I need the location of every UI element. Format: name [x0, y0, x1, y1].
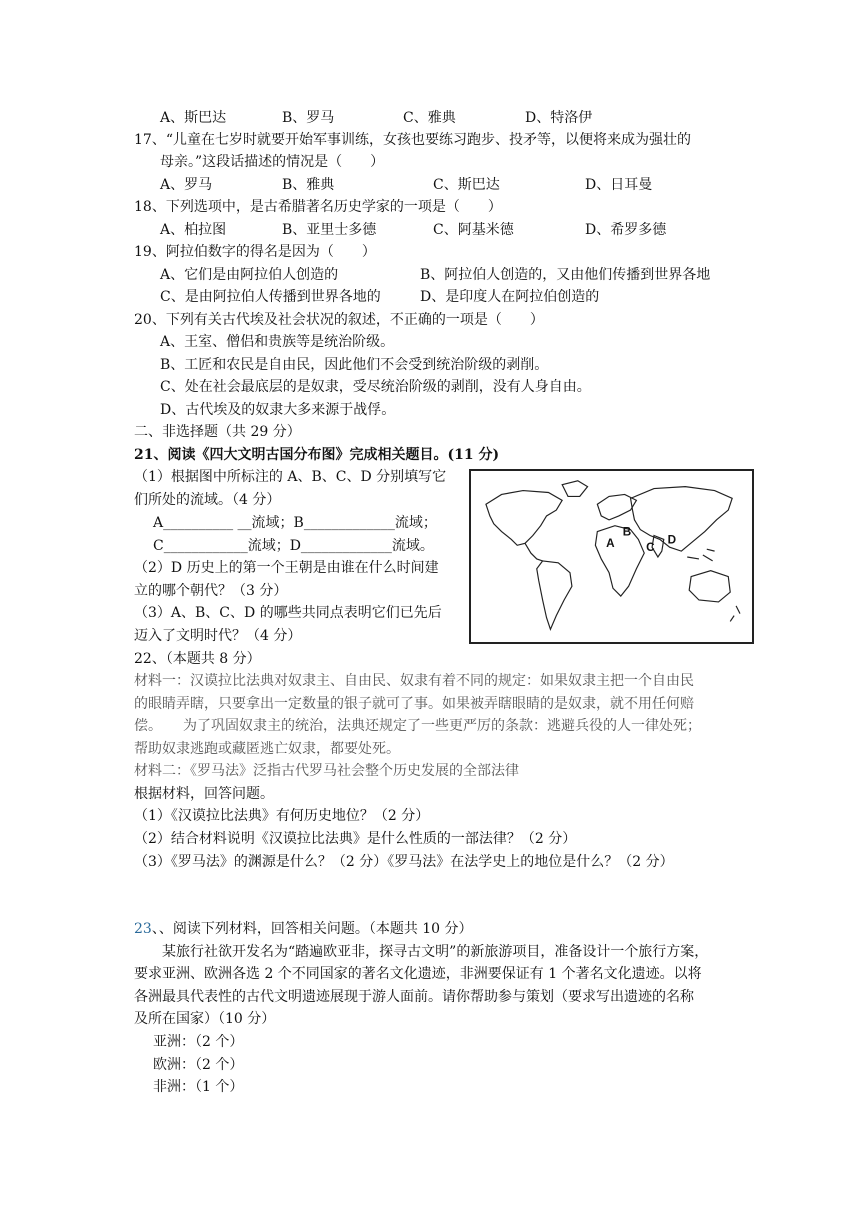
q21-part2-line2: 立的哪个朝代？（3 分）: [134, 583, 288, 599]
q16-option-d[interactable]: D、特洛伊: [525, 110, 593, 126]
q23-title-text: 、、阅读下列材料，回答相关问题。（本题共 10 分）: [151, 921, 473, 937]
q22-material1-line4: 帮助奴隶逃跑或藏匿逃亡奴隶，都要处死。: [134, 741, 400, 757]
map-label-b: B: [622, 525, 632, 539]
q23-para-line3: 各洲最具代表性的古代文明遗迹展现于游人面前。请你帮助参与策划（要求写出遗迹的名称: [134, 989, 694, 1005]
q19-option-c[interactable]: C、是由阿拉伯人传播到世界各地的: [160, 289, 381, 305]
q22-material1-line1: 材料一：汉谟拉比法典对奴隶主、自由民、奴隶有着不同的规定：如果奴隶主把一个自由民: [134, 673, 694, 689]
q17-option-c[interactable]: C、斯巴达: [433, 177, 500, 193]
q23-para-line4: 及所在国家）（10 分）: [134, 1011, 276, 1027]
q17-stem-line2: 母亲。”这段话描述的情况是（ ）: [160, 154, 385, 170]
section2-heading: 二、非选择题（共 29 分）: [134, 424, 301, 440]
world-map-figure: [469, 469, 754, 644]
q23-answer-africa[interactable]: 非洲：（1 个）: [153, 1079, 244, 1095]
q19-stem: 19、阿拉伯数字的得名是因为（ ）: [134, 244, 376, 260]
q20-option-c[interactable]: C、处在社会最底层的是奴隶，受尽统治阶级的剥削，没有人身自由。: [160, 379, 591, 395]
world-map-svg: [471, 471, 752, 642]
q18-option-d[interactable]: D、希罗多德: [585, 222, 667, 238]
q21-part3-line1: （3）A、B、C、D 的哪些共同点表明它们已先后: [134, 605, 442, 621]
africa-outline: [595, 526, 644, 596]
central-america-outline: [525, 543, 543, 561]
q20-option-d[interactable]: D、古代埃及的奴隶大多来源于战俘。: [160, 402, 396, 418]
q21-part3-line2: 迈入了文明时代？（4 分）: [134, 628, 302, 644]
q23-answer-europe[interactable]: 欧洲：（2 个）: [153, 1057, 244, 1073]
north-america-outline: [486, 491, 562, 546]
q21-part1-line1: （1）根据图中所标注的 A、B、C、D 分别填写它: [134, 469, 447, 485]
q16-option-a[interactable]: A、斯巴达: [160, 110, 227, 126]
q17-option-d[interactable]: D、日耳曼: [585, 177, 653, 193]
q19-option-a[interactable]: A、它们是由阿拉伯人创造的: [160, 267, 339, 283]
q23-title: [134, 920, 473, 938]
map-label-a: A: [606, 537, 615, 551]
q16-option-c[interactable]: C、雅典: [403, 110, 456, 126]
new-zealand-outline: [730, 606, 740, 622]
q22-sub1: （1）《汉谟拉比法典》有何历史地位？（2 分）: [134, 808, 430, 824]
south-america-outline: [537, 561, 572, 629]
q23-para-line1: 某旅行社欲开发名为“踏遍欧亚非，探寻古文明”的新旅游项目，准备设计一个旅行方案，: [162, 944, 709, 960]
q21-title: 21、阅读《四大文明古国分布图》完成相关题目。(11 分): [134, 447, 500, 463]
q22-material1-line2: 的眼睛弄瞎，只要拿出一定数量的银子就可了事。如果被弄瞎眼睛的是奴隶，就不用任何赔: [134, 696, 694, 712]
q16-option-b[interactable]: B、罗马: [282, 110, 335, 126]
q23-answer-asia[interactable]: 亚洲：（2 个）: [153, 1034, 244, 1050]
q22-material2: 材料二：《罗马法》泛指古代罗马社会整个历史发展的全部法律: [134, 763, 519, 779]
q21-part1-line2: 们所处的流域。（4 分）: [134, 492, 281, 508]
q20-option-a[interactable]: A、王室、僧侣和贵族等是统治阶级。: [160, 334, 395, 350]
q21-part2-line1: （2）D 历史上的第一个王朝是由谁在什么时间建: [134, 560, 439, 576]
q22-material1-line3: 偿。 为了巩固奴隶主的统治，法典还规定了一些更严厉的条款：逃避兵役的人一律处死；: [134, 718, 701, 734]
q19-option-d[interactable]: D、是印度人在阿拉伯创造的: [420, 289, 600, 305]
southeast-asia-islands: [687, 549, 714, 561]
q22-sub2: （2）结合材料说明《汉谟拉比法典》是什么性质的一部法律？（2 分）: [134, 831, 577, 847]
q23-para-line2: 要求亚洲、欧洲各选 2 个不同国家的著名文化遗迹，非洲要保证有 1 个著名文化遗迹。以将: [134, 966, 702, 982]
q18-option-a[interactable]: A、柏拉图: [160, 222, 227, 238]
australia-outline: [689, 571, 730, 602]
q22-prompt: 根据材料，回答问题。: [134, 786, 274, 802]
map-label-c: C: [646, 541, 655, 555]
q17-option-b[interactable]: B、雅典: [282, 177, 335, 193]
q20-option-b[interactable]: B、工匠和农民是自由民，因此他们不会受到统治阶级的剥削。: [160, 357, 549, 373]
greenland-outline: [562, 481, 587, 497]
q17-stem-line1: 17、“儿童在七岁时就要开始军事训练，女孩也要练习跑步、投矛等，以便将来成为强壮的: [134, 132, 691, 148]
q21-blank-c-d[interactable]: C____________流域；D_____________流域。: [153, 538, 434, 554]
q18-stem: 18、下列选项中，是古希腊著名历史学家的一项是（ ）: [134, 199, 502, 215]
q22-title: 22、（本题共 8 分）: [134, 651, 261, 667]
q23-number: 23: [134, 921, 152, 937]
q18-option-b[interactable]: B、亚里士多德: [282, 222, 377, 238]
q20-stem: 20、下列有关古代埃及社会状况的叙述，不正确的一项是（ ）: [134, 312, 544, 328]
q21-blank-a-b[interactable]: A__________ __流域；B_____________流域；: [153, 515, 437, 531]
q17-option-a[interactable]: A、罗马: [160, 177, 213, 193]
q18-option-c[interactable]: C、阿基米德: [433, 222, 514, 238]
q22-sub3: （3）《罗马法》的渊源是什么？（2 分）《罗马法》在法学史上的地位是什么？（2 分）: [134, 854, 674, 870]
map-label-d: D: [667, 533, 677, 547]
q19-option-b[interactable]: B、阿拉伯人创造的，又由他们传播到世界各地: [420, 267, 711, 283]
